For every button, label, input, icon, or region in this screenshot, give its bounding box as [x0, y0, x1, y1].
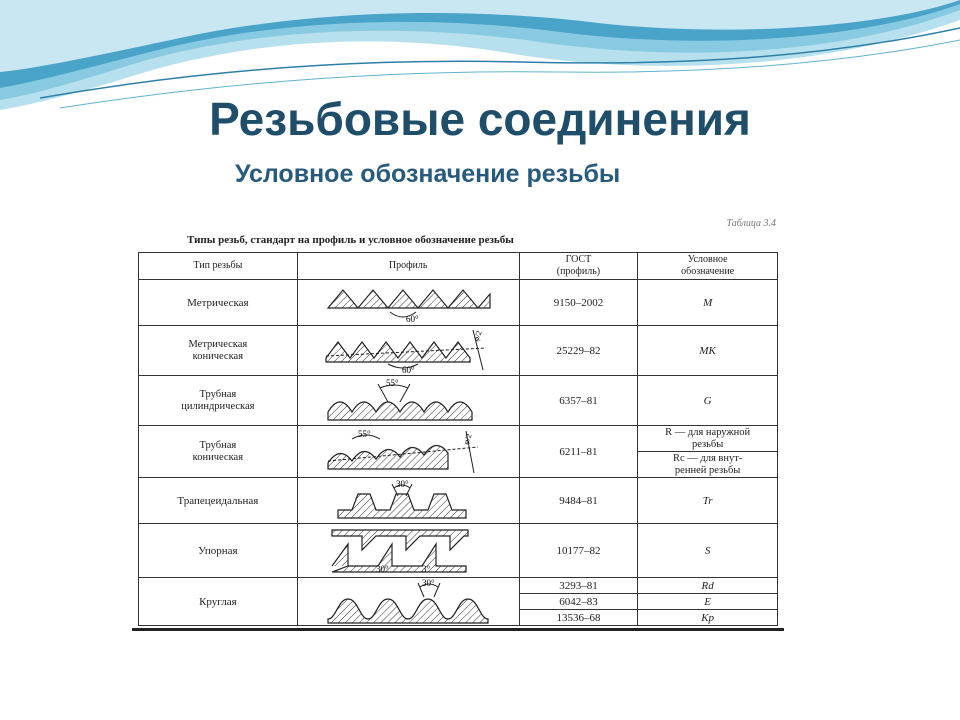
row-profile [297, 578, 519, 626]
table-row [139, 524, 778, 578]
table-row [139, 478, 778, 524]
table-row [139, 376, 778, 426]
row-profile [297, 376, 519, 426]
metric-thread-profile-drawing [318, 282, 498, 324]
row-designation: E [638, 594, 778, 610]
thread-types-table-image [132, 218, 784, 632]
row-profile [297, 426, 519, 478]
row-gost: 6357–81 [519, 376, 638, 426]
row-type: Метрическая коническая [139, 326, 298, 376]
row-designation: M [638, 280, 778, 326]
row-type: Упорная [139, 524, 298, 578]
taper-slope-label: φ/2 [471, 328, 484, 343]
row-gost: 6042–83 [519, 594, 638, 610]
slide-subtitle: Условное обозначение резьбы [235, 160, 621, 188]
header-designation: Условное обозначение [638, 253, 778, 280]
row-type: Трубная коническая [139, 426, 298, 478]
trapezoidal-angle-label: 30° [396, 479, 409, 489]
row-type: Трубная цилиндрическая [139, 376, 298, 426]
row-designation: Tr [638, 478, 778, 524]
pipe-cylindrical-thread-profile-drawing [318, 378, 498, 424]
row-gost: 9484–81 [519, 478, 638, 524]
row-designation-external: R — для наружной резьбы [638, 426, 778, 452]
header-profile: Профиль [297, 253, 519, 280]
pipe-taper-slope-label: φ/2 [461, 431, 474, 446]
buttress-small-angle-label: 3° [422, 563, 431, 574]
table-row [139, 426, 778, 452]
metric-taper-angle-label: 60° [402, 364, 415, 374]
row-designation: S [638, 524, 778, 578]
round-angle-label: 30° [422, 578, 435, 588]
round-thread-profile-drawing [318, 579, 498, 625]
row-designation: MK [638, 326, 778, 376]
pipe-cyl-angle-label: 55° [386, 377, 399, 388]
pipe-taper-thread-profile-drawing [318, 427, 498, 477]
row-gost: 25229–82 [519, 326, 638, 376]
row-type: Круглая [139, 578, 298, 626]
row-gost: 10177–82 [519, 524, 638, 578]
row-profile [297, 326, 519, 376]
row-profile [297, 524, 519, 578]
row-designation-internal: Rc — для внут- ренней резьбы [638, 452, 778, 478]
thread-types-table [138, 252, 778, 626]
buttress-thread-profile-drawing [318, 526, 498, 576]
row-type: Трапецеидальная [139, 478, 298, 524]
row-profile [297, 478, 519, 524]
row-designation: Kp [638, 610, 778, 626]
table-row [139, 326, 778, 376]
table-header-row [139, 253, 778, 280]
buttress-angle-label: 30° [376, 563, 389, 574]
table-row [139, 578, 778, 594]
table-caption: Типы резьб, стандарт на профиль и условное обозначение резьбы [187, 234, 514, 246]
row-gost: 13536–68 [519, 610, 638, 626]
metric-angle-label: 60° [406, 313, 419, 324]
table-number: Таблица 3.4 [726, 218, 776, 229]
table-bottom-rule [132, 628, 784, 631]
row-designation: Rd [638, 578, 778, 594]
row-gost: 3293–81 [519, 578, 638, 594]
row-type: Метрическая [139, 280, 298, 326]
row-designation: G [638, 376, 778, 426]
row-gost: 9150–2002 [519, 280, 638, 326]
header-gost: ГОСТ (профиль) [519, 253, 638, 280]
slide-title: Резьбовые соединения [209, 93, 751, 145]
pipe-taper-angle-label: 55° [358, 428, 371, 439]
trapezoidal-thread-profile-drawing [318, 480, 498, 522]
metric-taper-thread-profile-drawing [318, 328, 498, 374]
header-type: Тип резьбы [139, 253, 298, 280]
row-gost: 6211–81 [519, 426, 638, 478]
table-row [139, 280, 778, 326]
row-profile [297, 280, 519, 326]
